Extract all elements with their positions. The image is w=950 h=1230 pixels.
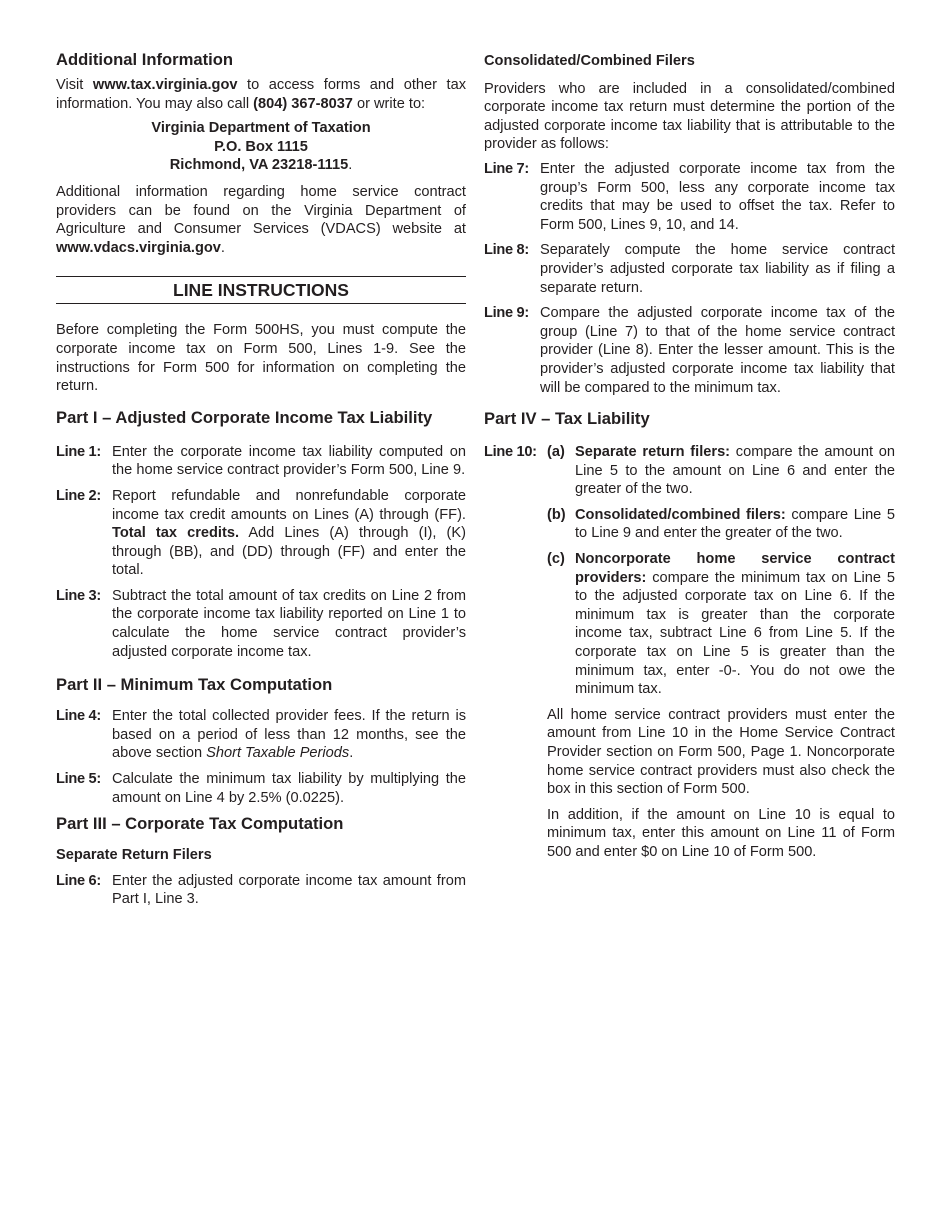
- address-line-2: P.O. Box 1115: [214, 138, 308, 155]
- text-span: Add Lines (A) through (I), (K) through (BB), and (DD) through (FF) and enter the total.: [112, 525, 466, 579]
- text-span: Additional information regarding home service contract providers can be found on the Virginia Department of Agriculture and Consumer Services (VDACS) website at: [56, 183, 466, 238]
- line2-text: [112, 487, 466, 580]
- line10-instruction: [484, 443, 895, 861]
- line9-instruction: [484, 304, 895, 397]
- line10-paragraph-2: In addition, if the amount on Line 10 is equal to minimum tax, enter this amount on Line 11 of Form 500 and enter $0 on Line 10 of Form 500.: [547, 806, 895, 860]
- address-line-1: Virginia Department of Taxation: [151, 120, 371, 137]
- line8-text: Separately compute the home service contract provider’s adjusted corporate tax liability as if filing a separate return.: [540, 242, 895, 296]
- text-span: compare the minimum tax on Line 5 to the adjusted corporate tax on Line 6. If the minimum tax is greater than the corporate income tax, subtract Line 6 from Line 5. If the corporate tax on Line 5 is greater than the minimum tax, enter -0-. You do not owe the minimum tax.: [575, 569, 895, 698]
- line10-b: [547, 506, 895, 543]
- text-span: Enter the total collected provider fees. If the return is based on a period of less than 12 months, see the above section: [112, 708, 466, 762]
- line10-a-text: [575, 443, 895, 499]
- part1-heading: Part I – Adjusted Corporate Income Tax Liability: [56, 407, 433, 427]
- line4-label: Line 4:: [56, 708, 101, 725]
- text-span: or write to:: [352, 95, 426, 112]
- line10-c-text: [575, 550, 895, 699]
- line10-label: Line 10:: [484, 444, 537, 461]
- line3-text: Subtract the total amount of tax credits on Line 2 from the corporate income tax liability reported on Line 1 to calculate the home service contract provider’s adjusted corporate income tax.: [112, 587, 466, 660]
- line-instructions-intro: Before completing the Form 500HS, you must compute the corporate income tax on Form 500, Lines 1-9. See the instructions for Form 500 for information on completing the return.: [56, 322, 466, 395]
- text-span: compare the amount on Line 5 to the amount on Line 6 and enter the greater of the two.: [575, 444, 895, 498]
- total-tax-credits-label: Total tax credits.: [112, 525, 240, 542]
- part3-heading: Part III – Corporate Tax Computation: [56, 814, 344, 834]
- line1-instruction: [56, 443, 466, 480]
- line4-instruction: [56, 707, 466, 763]
- line10-body: [547, 443, 895, 861]
- phone-number: (804) 367-8037: [253, 95, 353, 112]
- consolidated-intro: Providers who are included in a consolidated/combined corporate income tax return must determine the portion of the adjusted corporate income tax liability that is attributable to the provider as follows:: [484, 80, 895, 153]
- mailing-address: [56, 119, 466, 175]
- line9-label: Line 9:: [484, 305, 529, 322]
- text-span: .: [349, 745, 354, 762]
- line1-text: Enter the corporate income tax liability computed on the home service contract provider’s Form 500, Line 9.: [112, 443, 466, 479]
- line9-text: Compare the adjusted corporate income tax of the group (Line 7) to that of the home service contract provider (Line 8). Enter the lesser amount. This is the provider’s adjusted corporate income tax liability that will be compared to the minimum tax.: [540, 305, 895, 396]
- line10-c: [547, 550, 895, 699]
- text-span: Report refundable and nonrefundable corporate income tax credit amounts on Lines (A) through (FF).: [112, 487, 466, 523]
- line10-b-label: (b): [547, 506, 566, 523]
- right-column: [484, 50, 895, 869]
- line10-b-text: [575, 506, 895, 543]
- additional-info-heading: Additional Information: [56, 50, 233, 69]
- additional-info-paragraph: [56, 76, 466, 113]
- line10-a: [547, 443, 895, 499]
- line10-paragraph-1: All home service contract providers must enter the amount from Line 10 in the Home Service Contract Provider section on Form 500, Page 1. Noncorporate home service contract providers must also check the box in this section of Form 500.: [547, 706, 895, 798]
- line6-instruction: [56, 872, 466, 909]
- line7-label: Line 7:: [484, 160, 529, 177]
- line7-instruction: [484, 160, 895, 234]
- separate-return-filers-heading: Separate Return Filers: [56, 847, 212, 864]
- left-column: [56, 50, 466, 916]
- line5-label: Line 5:: [56, 771, 101, 788]
- line1-label: Line 1:: [56, 443, 101, 460]
- text-span: compare Line 5 to Line 9 and enter the greater of the two.: [575, 506, 896, 542]
- part4-heading: Part IV – Tax Liability: [484, 409, 650, 429]
- line10-c-label: (c): [547, 551, 565, 568]
- text-span: to access forms and other tax information. You may also call: [56, 77, 466, 112]
- line3-label: Line 3:: [56, 587, 101, 604]
- line5-instruction: [56, 770, 466, 807]
- tax-website-link[interactable]: www.tax.virginia.gov: [92, 77, 238, 93]
- line-instructions-banner: LINE INSTRUCTIONS: [173, 280, 349, 301]
- address-line-3: [56, 156, 466, 175]
- line8-label: Line 8:: [484, 242, 529, 259]
- consolidated-filers-heading: Consolidated/Combined Filers: [484, 53, 695, 69]
- vdacs-website-link[interactable]: www.vdacs.virginia.gov: [56, 239, 221, 256]
- address-period: .: [348, 157, 353, 174]
- consolidated-filers-label: Consolidated/combined filers:: [575, 506, 786, 523]
- line5-text: Calculate the minimum tax liability by multiplying the amount on Line 4 by 2.5% (0.0225).: [112, 771, 466, 806]
- line10-a-label: (a): [547, 444, 565, 461]
- noncorporate-providers-label: Noncorporate home service contract providers:: [575, 551, 895, 586]
- short-taxable-periods-ref: Short Taxable Periods: [206, 745, 350, 762]
- separate-return-filers-label: Separate return filers:: [575, 444, 731, 461]
- line2-label: Line 2:: [56, 487, 101, 504]
- line2-instruction: [56, 487, 466, 580]
- text-span: Visit: [56, 77, 93, 93]
- line7-text: Enter the adjusted corporate income tax from the group’s Form 500, less any corporate income tax credits that may be used to offset the tax. Refer to Form 500, Lines 9, 10, and 14.: [540, 160, 895, 233]
- line6-label: Line 6:: [56, 872, 101, 889]
- line8-instruction: [484, 241, 895, 297]
- address-city: Richmond, VA 23218-1115: [169, 157, 349, 174]
- line3-instruction: [56, 587, 466, 661]
- line6-text: Enter the adjusted corporate income tax amount from Part I, Line 3.: [112, 872, 466, 908]
- vdacs-paragraph: [56, 183, 466, 257]
- text-span: .: [220, 239, 225, 256]
- line4-text: [112, 707, 466, 763]
- part2-heading: Part II – Minimum Tax Computation: [56, 675, 333, 695]
